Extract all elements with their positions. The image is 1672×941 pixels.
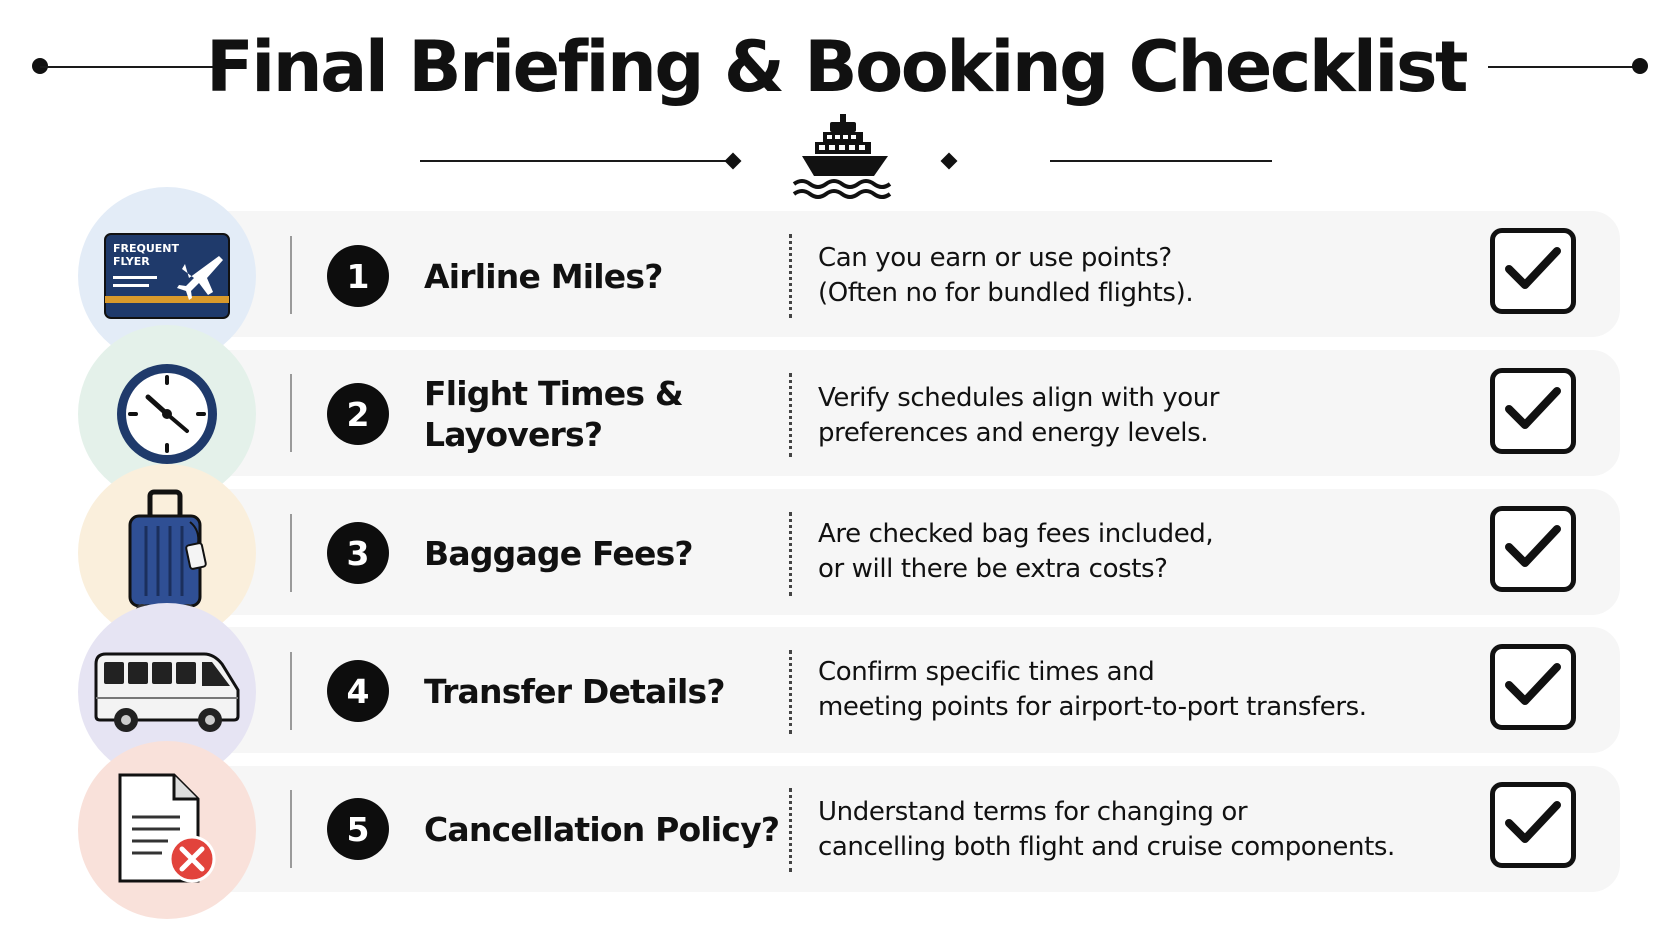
row-divider (290, 236, 292, 314)
row-dotted-divider (789, 512, 792, 596)
frequent-flyer-card-icon (103, 232, 231, 320)
row-divider (290, 514, 292, 592)
item-title (424, 235, 774, 317)
row-dotted-divider (789, 234, 792, 318)
cancelled-document-icon (112, 771, 222, 889)
item-description-line: meeting points for airport-to-port transfers. (818, 692, 1367, 722)
checkbox-checked[interactable] (1490, 782, 1576, 868)
checkmark-icon (1505, 245, 1561, 293)
clock-icon (112, 359, 222, 469)
item-description-line: (Often no for bundled flights). (818, 278, 1194, 308)
item-description (818, 795, 1438, 865)
checkbox-checked[interactable] (1490, 506, 1576, 592)
item-title-line: Airline Miles? (424, 256, 663, 296)
item-description (818, 381, 1438, 451)
item-title (424, 788, 784, 870)
row-dotted-divider (789, 788, 792, 872)
row-divider (290, 790, 292, 868)
page-title: Final Briefing & Booking Checklist (205, 26, 1466, 108)
row-dotted-divider (789, 650, 792, 734)
checkmark-icon (1505, 523, 1561, 571)
item-description-line: Can you earn or use points? (818, 243, 1172, 273)
item-number-badge: 4 (327, 660, 389, 722)
item-number-badge: 3 (327, 522, 389, 584)
item-description-line: or will there be extra costs? (818, 554, 1168, 584)
item-title-line: Flight Times & (424, 374, 683, 413)
item-title-line: Baggage Fees? (424, 533, 693, 573)
shuttle-van-icon (92, 650, 242, 734)
row-dotted-divider (789, 373, 792, 457)
checkbox-checked[interactable] (1490, 644, 1576, 730)
card-text-line-2: FLYER (113, 255, 150, 268)
card-text-line-1: FREQUENT (113, 242, 180, 255)
checkbox-checked[interactable] (1490, 228, 1576, 314)
header (0, 0, 1672, 200)
item-number-badge: 2 (327, 383, 389, 445)
item-title-line: Cancellation Policy? (424, 809, 780, 849)
row-divider (290, 652, 292, 730)
item-number-badge: 1 (327, 245, 389, 307)
item-title (424, 512, 774, 594)
item-description (818, 655, 1438, 725)
checkbox-checked[interactable] (1490, 368, 1576, 454)
checkmark-icon (1505, 385, 1561, 433)
item-description (818, 241, 1438, 311)
subtitle-right-rule (1050, 160, 1272, 162)
item-title-line: Layovers? (424, 415, 603, 454)
icon-circle (78, 741, 256, 919)
item-description-line: preferences and energy levels. (818, 418, 1209, 448)
header-right-dot (1632, 58, 1648, 74)
subtitle-left-rule (420, 160, 730, 162)
cruise-ship-icon (790, 112, 900, 200)
checkmark-icon (1505, 661, 1561, 709)
suitcase-icon (124, 488, 210, 618)
subtitle-left-diamond (725, 153, 742, 170)
row-divider (290, 374, 292, 452)
item-number-badge: 5 (327, 798, 389, 860)
item-title-line: Transfer Details? (424, 671, 725, 711)
item-description-line: Confirm specific times and (818, 657, 1155, 687)
checkmark-icon (1505, 799, 1561, 847)
subtitle-right-diamond (941, 153, 958, 170)
header-right-rule (1488, 66, 1638, 68)
item-description-line: Are checked bag fees included, (818, 519, 1214, 549)
item-title (424, 373, 774, 455)
item-description-line: Verify schedules align with your (818, 383, 1220, 413)
item-description-line: Understand terms for changing or (818, 797, 1248, 827)
item-description-line: cancelling both flight and cruise components. (818, 832, 1395, 862)
item-description (818, 517, 1438, 587)
item-title (424, 650, 774, 732)
